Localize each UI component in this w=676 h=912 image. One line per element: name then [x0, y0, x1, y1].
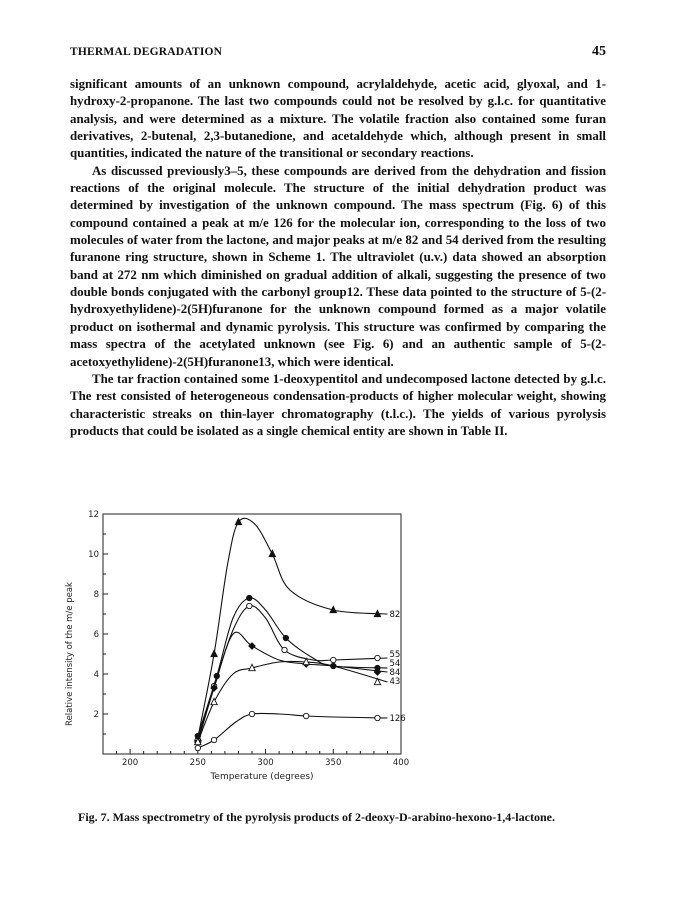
data-point — [283, 635, 288, 640]
series-label: 54 — [389, 659, 401, 669]
x-tick-label: 250 — [189, 758, 206, 768]
series-126 — [195, 711, 406, 750]
paragraph-1: significant amounts of an unknown compound, acrylaldehyde, acetic acid, glyoxal, and 1-hydroxy-2-propanone. The last two compounds could not be resolved by g.l.c. for quantitative analysis, and were determined as a mixture. The volatile fraction also contained some furan derivatives, 2-butenal, 2,3-butanedione, and acetaldehyde which, although present in small quantities, indicated the nature of the transitional or secondary reactions. — [70, 77, 606, 161]
series-82 — [195, 518, 401, 740]
series-line — [198, 632, 388, 742]
y-tick-label: 10 — [88, 550, 99, 560]
data-point — [249, 711, 254, 716]
x-axis-label: Temperature (degrees) — [210, 772, 314, 782]
paragraph-2: As discussed previously3–5, these compounds are derived from the dehydration and fission reactions of the original molecule. The structure of the initial dehydration product was determined by investigation of the unknown compound. The mass spectrum (Fig. 6) of this compound contained a peak at m/e 126 for the molecular ion, corresponding to the loss of two molecules of water from the lactone, and major peaks at m/e 82 and 54 derived from the resulting furanone ring structure, shown in Scheme 1. The ultraviolet (u.v.) data showed an absorption band at 272 nm which diminished on gradual addition of alkali, suggesting the presence of two double bonds conjugated with the carbonyl group12. These data pointed to the structure of 5-(2-hydroxyethylidene)-2(5H)furanone for the unknown compound formed as a major volatile product on isothermal and dynamic pyrolysis. This structure was confirmed by comparing the mass spectra of the acetylated unknown (see Fig. 6) and an authentic sample of 5-(2-acetoxyethylidene)-2(5H)furanone13, which were identical. — [70, 163, 606, 369]
page-header — [70, 46, 606, 64]
data-point — [375, 715, 380, 720]
series-label: 43 — [389, 677, 401, 687]
body-text — [70, 76, 606, 440]
series-line — [198, 518, 388, 738]
figure-caption: Fig. 7. Mass spectrometry of the pyrolysis products of 2-deoxy-D-arabino-hexono-1,4-lactone. — [78, 810, 555, 824]
data-point — [331, 657, 336, 662]
y-axis-label: Relative intensity of the m/e peak — [65, 582, 75, 726]
x-tick-label: 400 — [392, 758, 410, 768]
running-head: THERMAL DEGRADATION — [70, 46, 223, 58]
series-line — [198, 713, 388, 748]
data-point — [375, 655, 380, 660]
data-point — [247, 603, 252, 608]
data-point — [195, 745, 200, 750]
y-tick-label: 4 — [93, 670, 99, 680]
data-point — [282, 647, 287, 652]
data-point — [211, 737, 216, 742]
y-tick-label: 12 — [88, 510, 99, 520]
y-tick-label: 6 — [93, 630, 99, 640]
data-point — [303, 713, 308, 718]
figure-7 — [60, 508, 420, 798]
page-number: 45 — [592, 44, 606, 59]
data-point — [247, 595, 252, 600]
series-55 — [195, 603, 400, 742]
y-tick-label: 8 — [93, 590, 99, 600]
series-label: 84 — [389, 668, 401, 678]
series-43 — [195, 658, 401, 744]
x-tick-label: 350 — [325, 758, 342, 768]
data-point — [211, 698, 217, 704]
series-label: 82 — [389, 610, 401, 620]
y-tick-label: 2 — [93, 710, 99, 720]
paragraph-3: The tar fraction contained some 1-deoxypentitol and undecomposed lactone detected by g.l.c. The rest consisted of heterogeneous condensation-products of higher molecular weight, showing characteristic streaks on thin-layer chromatography (t.l.c.). The yields of various pyrolysis products that could be isolated as a single chemical entity are shown in Table II. — [70, 371, 606, 438]
data-point — [211, 650, 217, 656]
x-tick-label: 300 — [257, 758, 274, 768]
series-label: 126 — [389, 714, 406, 724]
x-tick-label: 200 — [121, 758, 139, 768]
series-label: 55 — [389, 650, 401, 660]
pyrolysis-chart — [60, 508, 420, 798]
data-point — [269, 550, 275, 556]
